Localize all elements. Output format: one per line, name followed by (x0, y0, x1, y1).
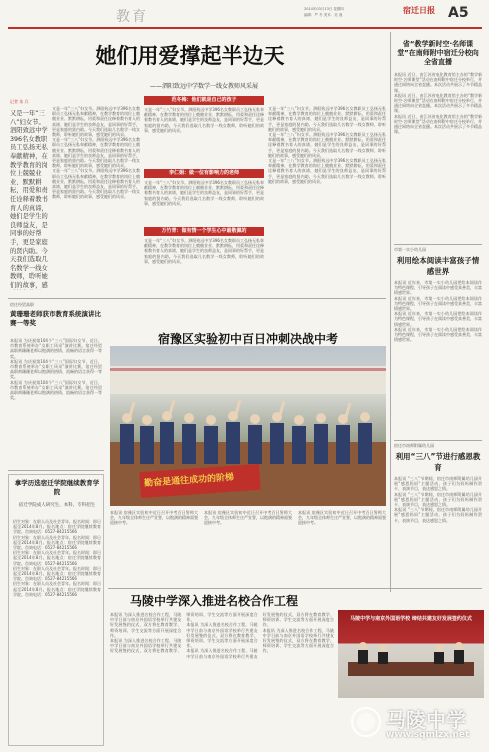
news1-body-text: 本报讯 为庆祝第104个“三八”国际妇女节，近日，市教育系统举办“女职工风采”演讲比赛。宿迁经贸高职黄珊珊老师以饱满的热情、流畅的语言获得一等奖。 (10, 338, 102, 359)
watermark-name: 马陵中学 (386, 708, 466, 732)
lead-column-5 (268, 106, 386, 296)
lead-body-2: 又是一年“三八”妇女节。泗阳致远中学396名女教职员工弘扬无私奉献精神，在教学教育的岗位上兢兢业业、默默耕耘，用爱和责任诠释着教书育人的真谛，她们是学生的良师益友，是同事的好帮手，更是家庭的贤内助。今天我们选取几名数学一线女教师，聆听她们的故事，感受她们的风采。 (52, 137, 140, 169)
watermark (346, 700, 486, 748)
bottom-body-text-3: 本报讯 为深入推进名校合作工程，马陵中学日前与南京外国语学校举行共建友好发展签约仪式，双方将在教育教学、师资培训、学生交流等方面开展深度合作。 (186, 622, 258, 649)
right-divider-1 (394, 244, 482, 245)
left-divider (8, 298, 386, 299)
right-body-3-text-2: 本报讯 “三八”节期间，宿迁市南师附属幼儿园开展“感恩妈妈”主题活动，孩子们为妈妈制作贺卡、表演节目，表达感恩之情。 (394, 491, 482, 508)
lead-subtitle: ——泗阳致远中学数学一线女教师风采展 (150, 83, 259, 90)
section-name: 教育 (116, 9, 148, 25)
lead-body-8: 又是一年“三八”妇女节。泗阳致远中学396名女教职员工弘扬无私奉献精神，在教学教育的岗位上兢兢业业、默默耕耘，用爱和责任诠释着教书育人的真谛，她们是学生的良师益友，是同事的好帮手，更是家庭的贤内助。今天我们选取几名数学一线女教师，聆听她们的故事，感受她们的风采。 (268, 132, 386, 158)
bottom-body-text: 本报讯 为深入推进名校合作工程，马陵中学日前与南京外国语学校举行共建友好发展签约仪式，双方将在教育教学、师资培训、学生交流等方面开展深度合作。 (110, 612, 182, 638)
ad-divider (8, 470, 104, 471)
photo1-caption-text-3: 本报讯 宿豫区实验初中近日召开中考百日誓师大会，九年级全体师生庄严宣誓，以饱满的精神面貌迎接中考。 (298, 510, 386, 526)
lead-body-6: 又是一年“三八”妇女节。泗阳致远中学396名女教职员工弘扬无私奉献精神，在教学教育的岗位上兢兢业业、默默耕耘，用爱和责任诠释着教书育人的真谛，她们是学生的良师益友，是同事的好帮手，更是家庭的贤内助。今天我们选取几名数学一线女教师，聆听她们的故事，感受她们的风采。 (144, 238, 264, 264)
right-body-1-text-2: 本报讯 近日，由江苏省电化教育馆主办的“教学新时空·名师课堂”活动在南师附中宿迁分校举行，并通过网络向全省直播。本次活动共展示了多节精品课。 (394, 92, 482, 114)
right-body-3-text-3: 本报讯 “三八”节期间，宿迁市南师附属幼儿园开展“感恩妈妈”主题活动，孩子们为妈妈制作贺卡、表演节目，表达感恩之情。 (394, 507, 482, 523)
right-column-divider (390, 32, 391, 592)
lead-title: 她们用爱撑起半边天 (95, 43, 285, 68)
bottom-photo-svg (338, 610, 484, 698)
right-body-2-text-2: 本报讯 近年来，市第一实小幼儿园把绘本阅读作为特色课程，引导孩子在阅读中感受真善美，丰富情感世界。 (394, 295, 482, 312)
bottom-title: 马陵中学深入推进名校合作工程 (130, 594, 299, 608)
lead-body-7: 又是一年“三八”妇女节。泗阳致远中学396名女教职员工弘扬无私奉献精神，在教学教育的岗位上兢兢业业、默默耕耘，用爱和责任诠释着教书育人的真谛，她们是学生的良师益友，是同事的好帮手，更是家庭的贤内助。今天我们选取几名数学一线女教师，聆听她们的故事，感受她们的风采。 (268, 106, 386, 132)
page-number: A5 (448, 5, 469, 21)
news1-body-text-3: 本报讯 为庆祝第104个“三八”国际妇女节，近日，市教育系统举办“女职工风采”演讲比赛。宿迁经贸高职黄珊珊老师以饱满的热情、流畅的语言获得一等奖。 (10, 379, 102, 401)
lead-subhead-1: 范冬梅：他们就是自己的孩子 (144, 96, 264, 105)
lead-subhead-2: 李仁娟：做一位有影响力的老师 (144, 169, 264, 178)
right-headline-1: 省“教学新时空·名师课堂”在南师附中宿迁分校向全省直播 (397, 40, 479, 66)
news1-kicker: 宿迁经贸高职 (10, 302, 34, 307)
masthead-rule (8, 27, 482, 29)
right-body-2 (394, 280, 482, 435)
right-body-1-text-3: 本报讯 近日，由江苏省电化教育馆主办的“教学新时空·名师课堂”活动在南师附中宿迁分校举行，并通过网络向全省直播。本次活动共展示了多节精品课。 (394, 113, 482, 135)
lead-body: 又是一年“三八”妇女节。泗阳致远中学396名女教职员工弘扬无私奉献精神，在教学教育的岗位上兢兢业业、默默耕耘，用爱和责任诠释着教书育人的真谛，她们是学生的良师益友，是同事的好帮手，更是家庭的贤内助。今天我们选取几名数学一线女教师，聆听她们的故事，感受她们的风采。 (52, 106, 140, 138)
ad-body-text-2: 招生对象：在职人员及社会青年。报名时间：即日起至2014年8月。报名地点：宿迁学院继续教育学院。咨询电话：0527-84215566 (13, 534, 101, 551)
lead-subhead-3: 万竹青：做有情一个学生心中最敬佩的 (144, 227, 264, 236)
photo1-title: 宿豫区实验初中百日冲刺决战中考 (157, 332, 338, 346)
right-headline-2: 利用绘本阅读丰富孩子情感世界 (396, 256, 480, 276)
right-body-3 (394, 476, 482, 586)
bottom-body (110, 612, 334, 748)
news1-body (10, 338, 102, 466)
lead-column-3 (144, 180, 264, 225)
photo1-caption-text: 本报讯 宿豫区实验初中近日召开中考百日誓师大会，九年级全体师生庄严宣誓，以饱满的精神面貌迎接中考。 (110, 510, 198, 526)
photo1-banner: 勤奋是通往成功的阶梯 (143, 472, 235, 489)
ad-body-text: 招生对象：在职人员及社会青年。报名时间：即日起至2014年8月。报名地点：宿迁学院继续教育学院。咨询电话：0527-84215566 (13, 519, 101, 535)
watermark-url: www.sqmlzx.net (386, 730, 470, 740)
school-logo-icon (350, 706, 382, 738)
news1-headline: 黄珊珊老师获市教育系统演讲比赛一等奖 (10, 310, 101, 327)
ad-body-text-3: 招生对象：在职人员及社会青年。报名时间：即日起至2014年8月。报名地点：宿迁学院继续教育学院。咨询电话：0527-84215566 (13, 550, 101, 566)
lead-intro: 又是一年“三八”妇女节。泗阳致远中学396名女教职员工弘扬无私奉献精神，在教学教育的岗位上兢兢业业、默默耕耘，用爱和责任诠释着教书育人的真谛，她们是学生的良师益友，是同事的好帮手，更是家庭的贤内助。今天我们选取几名数学一线女教师，聆听她们的故事，感 (10, 110, 48, 289)
photo1-caption (110, 510, 386, 554)
lead-body-3: 又是一年“三八”妇女节。泗阳致远中学396名女教职员工弘扬无私奉献精神，在教学教育的岗位上兢兢业业、默默耕耘，用爱和责任诠释着教书育人的真谛，她们是学生的良师益友，是同事的好帮手，更是家庭的贤内助。今天我们选取几名数学一线女教师，聆听她们的故事，感受她们的风采。 (52, 168, 140, 200)
ad-body-text-5: 招生对象：在职人员及社会青年。报名时间：即日起至2014年8月。报名地点：宿迁学院继续教育学院。咨询电话：0527-84215566 (13, 581, 101, 597)
lead-column-4 (144, 238, 264, 296)
ad-title: 拿学历选宿迁学院继续教育学院 (14, 479, 100, 496)
right-kicker-2: 市第一实小幼儿园 (394, 247, 426, 252)
bottom-body-text-4: 本报讯 为深入推进名校合作工程，马陵中学日前与南京外国语学校举行共建友好发展签约仪式，双方将在教育教学、师资培训、学生交流等方面开展深度合作。 (186, 612, 334, 659)
lead-body-9: 又是一年“三八”妇女节。泗阳致远中学396名女教职员工弘扬无私奉献精神，在教学教育的岗位上兢兢业业、默默耕耘，用爱和责任诠释着教书育人的真谛，她们是学生的良师益友，是同事的好帮手，更是家庭的贤内助。今天我们选取几名数学一线女教师，聆听她们的故事，感受她们的风采。 (268, 158, 386, 184)
right-headline-3: 利用“三八”节进行感恩教育 (395, 452, 481, 472)
lead-byline: 记者 朱 兵 (10, 99, 29, 104)
photo1-image (110, 346, 386, 506)
masthead-editor: 编辑：严 冬 美术：吴 迪 (304, 13, 343, 17)
ad-body (13, 519, 101, 739)
masthead-date: 2014年03月13日 星期四 (304, 7, 344, 11)
lead-body-5: 又是一年“三八”妇女节。泗阳致远中学396名女教职员工弘扬无私奉献精神，在教学教育的岗位上兢兢业业、默默耕耘，用爱和责任诠释着教书育人的真谛，她们是学生的良师益友，是同事的好帮手，更是家庭的贤内助。今天我们选取几名数学一线女教师，聆听她们的故事，感受她们的风采。 (144, 180, 264, 206)
right-divider-2 (394, 440, 482, 441)
right-body-1-text: 本报讯 近日，由江苏省电化教育馆主办的“教学新时空·名师课堂”活动在南师附中宿迁分校举行，并通过网络向全省直播。本次活动共展示了多节精品课。 (394, 72, 482, 93)
ad-box (8, 474, 104, 746)
lead-body-4: 又是一年“三八”妇女节。泗阳致远中学396名女教职员工弘扬无私奉献精神，在教学教育的岗位上兢兢业业、默默耕耘，用爱和责任诠释着教书育人的真谛，她们是学生的良师益友，是同事的好帮手，更是家庭的贤内助。今天我们选取几名数学一线女教师，聆听她们的故事，感受她们的风采。 (144, 107, 264, 133)
lead-column-1 (52, 106, 140, 296)
photo1-caption-text-2: 本报讯 宿豫区实验初中近日召开中考百日誓师大会，九年级全体师生庄严宣誓，以饱满的精神面貌迎接中考。 (204, 510, 292, 526)
right-body-1 (394, 72, 482, 242)
ad-subtitle: 宿迁学院成人研究生、本科、专科招生 (18, 503, 96, 508)
lead-column-2 (144, 107, 264, 167)
right-body-2-text-3: 本报讯 近年来，市第一实小幼儿园把绘本阅读作为特色课程，引导孩子在阅读中感受真善美，丰富情感世界。 (394, 311, 482, 327)
bottom-divider (108, 588, 482, 589)
bottom-body-text-2: 本报讯 为深入推进名校合作工程，马陵中学日前与南京外国语学校举行共建友好发展签约仪式，双方将在教育教学、师资培训、学生交流等方面开展深度合作。 (110, 612, 258, 654)
right-body-3-text: 本报讯 “三八”节期间，宿迁市南师附属幼儿园开展“感恩妈妈”主题活动，孩子们为妈妈制作贺卡、表演节目，表达感恩之情。 (394, 476, 482, 492)
bottom-body-text-5: 本报讯 为深入推进名校合作工程，马陵中学日前与南京外国语学校举行共建友好发展签约仪式，双方将在教育教学、师资培训、学生交流等方面开展深度合作。 (262, 627, 334, 654)
right-kicker-3: 宿迁市南师附属幼儿园 (394, 443, 434, 448)
news1-body-text-2: 本报讯 为庆祝第104个“三八”国际妇女节，近日，市教育系统举办“女职工风采”演讲比赛。宿迁经贸高职黄珊珊老师以饱满的热情、流畅的语言获得一等奖。 (10, 358, 102, 380)
right-body-2-text: 本报讯 近年来，市第一实小幼儿园把绘本阅读作为特色课程，引导孩子在阅读中感受真善美，丰富情感世界。 (394, 280, 482, 296)
bottom-photo (338, 610, 484, 698)
paper-name: 宿迁日报 (403, 5, 435, 15)
bottom-photo-banner: 马陵中学与南京外国语学校 缔结共建友好发展签约仪式 (350, 616, 472, 622)
right-body-2-text-4: 本报讯 近年来，市第一实小幼儿园把绘本阅读作为特色课程，引导孩子在阅读中感受真善美，丰富情感世界。 (394, 326, 482, 343)
masthead (8, 5, 482, 25)
ad-body-text-4: 招生对象：在职人员及社会青年。报名时间：即日起至2014年8月。报名地点：宿迁学院继续教育学院。咨询电话：0527-84215566 (13, 565, 101, 582)
